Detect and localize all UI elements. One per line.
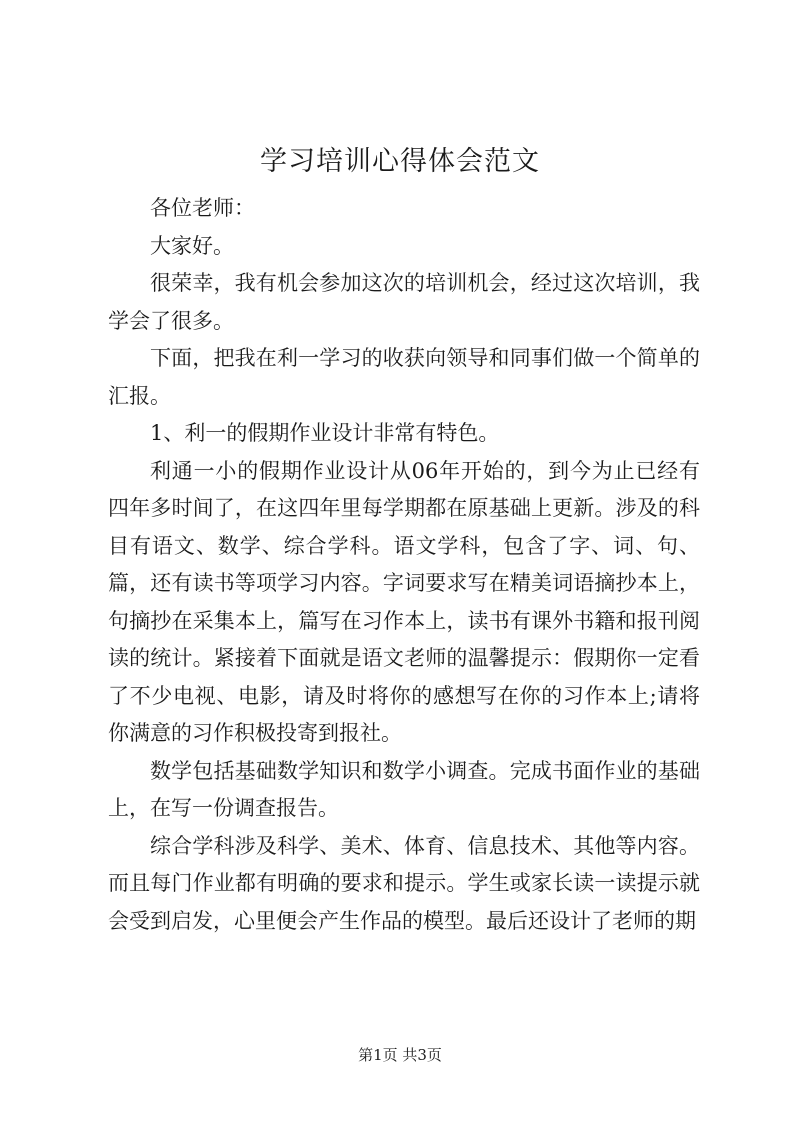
paragraph-chinese-homework: 利通一小的假期作业设计从06年开始的，到今为止已经有四年多时间了，在这四年里每学期都在原基础上更新。涉及的科目有语文、数学、综合学科。语文学科，包含了字、词、句、篇，还有读书等项学习内容。字词要求写在精美词语摘抄本上，句摘抄在采集本上，篇写在习作本上，读书有课外书籍和报刊阅读的统计。紧接着下面就是语文老师的温馨提示：假期你一定看了不少电视、电影，请及时将你的感想写在你的习作本上;请将你满意的习作积极投寄到报社。: [108, 458, 700, 745]
document-body: [108, 190, 700, 940]
paragraph-integrated-homework: 综合学科涉及科学、美术、体育、信息技术、其他等内容。而且每门作业都有明确的要求和提示。学生或家长读一读提示就会受到启发，心里便会产生作品的模型。最后还设计了老师的期: [108, 833, 700, 933]
paragraph-heading-1: 1、利一的假期作业设计非常有特色。: [150, 421, 500, 445]
paragraph-report: 下面，把我在利一学习的收获向领导和同事们做一个简单的汇报。: [108, 346, 700, 408]
paragraph-intro: 很荣幸，我有机会参加这次的培训机会，经过这次培训，我学会了很多。: [108, 271, 700, 333]
document-title: 学习培训心得体会范文: [260, 146, 540, 177]
page-footer: 第1页 共3页: [358, 1046, 442, 1064]
paragraph-math-homework: 数学包括基础数学知识和数学小调查。完成书面作业的基础上，在写一份调查报告。: [108, 758, 700, 820]
paragraph-hello: 大家好。: [150, 233, 234, 258]
paragraph-greeting: 各位老师：: [150, 196, 255, 220]
